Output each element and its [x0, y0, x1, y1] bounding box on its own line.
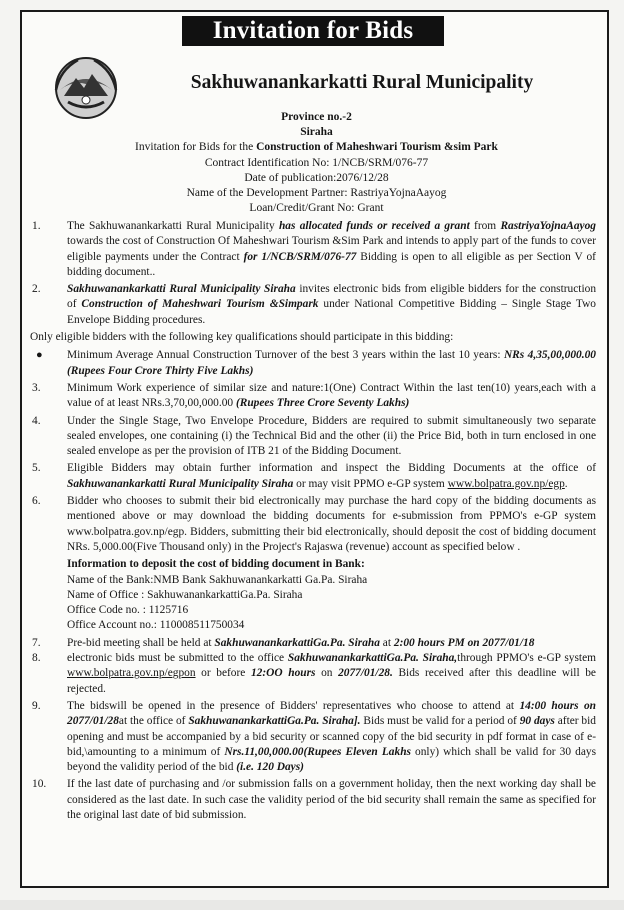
development-partner: Name of the Development Partner: RastriyaYojnaAayog: [186, 187, 447, 199]
notice-sheet: [20, 10, 609, 888]
clause-6: 6. Bidder who chooses to submit their bid electronically may purchase the hard copy of the bidding documents as mentioned above or may download the bidding documents for e-submission from PPMO's e-GP system www.bolpatra.gov.np/egp. Bidders, submitting their bid electronically, should deposit the cost of bidding document NRs. 5,000.00(Five Thousand only) in the Project's Rajaswa (revenue) account as specified below .: [32, 495, 596, 553]
office-name: Name of Office : SakhuwanankarkattiGa.Pa. Siraha: [67, 588, 303, 601]
loan-grant-no: Loan/Credit/Grant No: Grant: [249, 202, 384, 214]
province: Province no.-2: [281, 111, 352, 123]
clause-2: 2. Sakhuwanankarkatti Rural Municipality Siraha invites electronic bids from eligible bidders for the construction of Construction of Maheshwari Tourism &Simpark under National Competitive Bidding – Single Stage Two Envelope Bidding procedures.: [32, 283, 597, 326]
clause-4: 4. Under the Single Stage, Two Envelope Procedure, Bidders are required to submit simultaneously two separate sealed envelopes, one containing (i) the Technical Bid and the other (ii) the Price Bid, both in turn enclosed in one sealed envelope as per the provision of ITB 21 of the Bidding Document.: [32, 414, 596, 458]
eligibility-intro: Only eligible bidders with the following key qualifications should participate in this bidding:: [30, 331, 454, 344]
office-account: Office Account no.: 110008511750034: [67, 619, 245, 632]
contract-id: Contract Identification No: 1/NCB/SRM/076-77: [204, 157, 429, 169]
publication-date: Date of publication:2076/12/28: [244, 172, 389, 184]
clause-9: 9. The bidswill be opened in the presence of Bidders' representatives who choose to attend at 14:00 hours on 2077/01/28at the office of SakhuwanankarkattiGa.Pa. Siraha]. Bids must be valid for a period of 90 days after bid opening and must be accompanied by a bid security or scanned copy of the bid security in pdf format in case of e-bid,\amounting to a minimum of Nrs.11,00,000.00(Rupees Eleven Lakhs only) which shall be valid for 30 days beyond the validity period of the bid (i.e. 120 Days): [32, 699, 597, 774]
bank-info: [30, 557, 596, 633]
clause-1: 1. The Sakhuwanankarkatti Rural Municipality has allocated funds or received a grant from RastriyaYojnaAayog towards the cost of Construction Of Maheshwari Tourism &Sim Park and intends to apply part of the funds to cover eligible payments under the Contract for 1/NCB/SRM/076-77 Bidding is open to all eligible as per Section V of bidding document..: [32, 220, 596, 278]
invitation-line: Invitation for Bids for the Construction of Maheshwari Tourism &sim Park: [135, 141, 498, 153]
bank-info-heading: Information to deposit the cost of bidding document in Bank:: [67, 558, 365, 571]
notice-body: [30, 219, 596, 823]
clause-5: 5. Eligible Bidders may obtain further information and inspect the Bidding Documents at the office of Sakhuwanankarkatti Rural Municipality Siraha or may visit PPMO e-GP system www.bolpatra.gov.np/egp.: [32, 462, 596, 490]
clause-8: 8. electronic bids must be submitted to the office SakhuwanankarkattiGa.Pa. Siraha,through PPMO's e-GP system www.bolpatra.gov.np/egpon or before 12:OO hours on 2077/01/28. Bids received after this deadline will be rejected.: [32, 652, 596, 695]
bank-name: Name of the Bank:NMB Bank Sakhuwanankarkatti Ga.Pa. Siraha: [67, 573, 368, 586]
municipality-name: Sakhuwanankarkatti Rural Municipality: [190, 72, 534, 93]
egpon-link[interactable]: www.bolpatra.gov.np/egpon: [67, 667, 196, 680]
egp-link[interactable]: www.bolpatra.gov.np/egp: [447, 477, 565, 490]
office-code: Office Code no. : 1125716: [67, 604, 189, 617]
bottom-edge: [0, 900, 624, 910]
notice-title: Invitation for Bids: [182, 16, 444, 46]
turnover-bullet: ● Minimum Average Annual Construction Turnover of the best 3 years within the last 10 years: NRs 4,35,00,000.00 (Rupees Four Crore Thirty Five Lakhs): [36, 349, 596, 377]
district: Siraha: [300, 126, 333, 138]
clause-10: 10. If the last date of purchasing and /or submission falls on a government holiday, then the next working day shall be considered as the last date. In such case the validity period of the bid security shall remain the same as specified for the original last date of bid submission.: [32, 778, 596, 821]
clause-7: 7. Pre-bid meeting shall be held at SakhuwanankarkattiGa.Pa. Siraha at 2:00 hours PM on 2077/01/18: [32, 636, 535, 649]
clause-3: 3. Minimum Work experience of similar size and nature:1(One) Contract Within the last ten(10) years,each with a value of at least NRs.3,70,00,000.00 (Rupees Three Crore Seventy Lakhs): [32, 381, 596, 410]
